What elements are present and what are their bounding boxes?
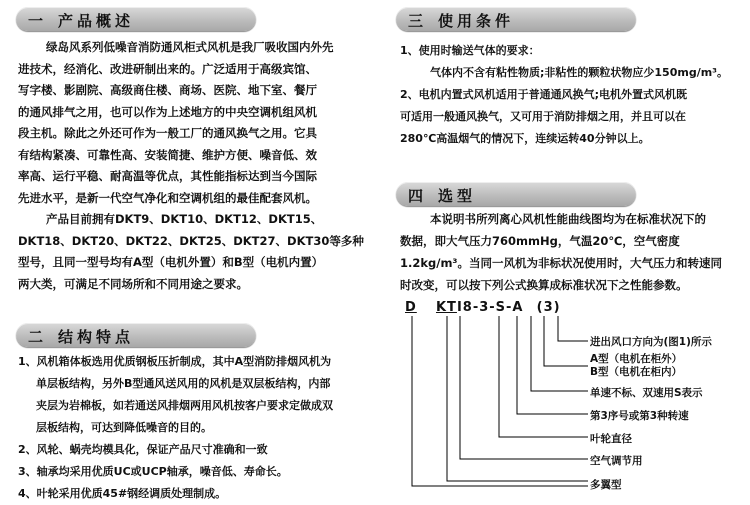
text-line: 1、使用时输送气体的要求： bbox=[400, 44, 540, 57]
model-code-d: D bbox=[405, 300, 417, 315]
text-line: 4、叶轮采用优质45#钢经调质处理制成。 bbox=[18, 487, 227, 500]
section-number: 二 bbox=[28, 328, 46, 346]
legend-label: 第3序号或第3种转速 bbox=[590, 410, 689, 422]
text-line: 两大类，可满足不同场所和不同用途之要求。 bbox=[18, 276, 248, 291]
text-line: 率高、运行平稳、耐高温等优点，其性能指标达到当今国际 bbox=[18, 169, 317, 183]
text-line: 3、轴承均采用优质UC或UCP轴承，噪音低、寿命长。 bbox=[18, 465, 288, 478]
text-line: 280℃高温烟气的情况下，连续运转40分钟以上。 bbox=[400, 132, 650, 145]
text-line: 产品目前拥有DKT9、DKT10、DKT12、DKT15、 bbox=[46, 212, 323, 226]
text-line: 型号，且同一型号均有A型（电机外置）和B型（电机内置） bbox=[18, 255, 324, 269]
model-code-rest: I8-3-S-A bbox=[456, 300, 524, 315]
text-line: 1、风机箱体板选用优质钢板压折制成，其中A型消防排烟风机为 bbox=[18, 355, 332, 368]
legend-label: B型（电机在柜内） bbox=[590, 366, 683, 378]
section-number: 四 bbox=[408, 187, 426, 205]
text-line: 数据，即大气压力760mmHg，气温20℃，空气密度 bbox=[400, 234, 680, 248]
section-number: 三 bbox=[408, 12, 426, 30]
section-number: 一 bbox=[28, 12, 46, 30]
legend-label: 多翼型 bbox=[590, 479, 622, 491]
section-title: 产品概述 bbox=[58, 12, 135, 30]
model-code-suffix: (3) bbox=[536, 300, 561, 315]
legend-label: A型（电机在柜外） bbox=[590, 353, 683, 365]
section-title: 使用条件 bbox=[438, 12, 515, 30]
text-line: 单层板结构，另外B型通风送风用的风机是双层板结构，内部 bbox=[36, 377, 331, 390]
text-line: 先进水平，是新一代空气净化和空调机组的最佳配套风机。 bbox=[18, 190, 317, 205]
text-line: 气体内不含有粘性物质;非粘性的颗粒状物应少150mg/m³。 bbox=[430, 66, 728, 79]
text-line: 层板结构，可达到降低噪音的目的。 bbox=[36, 421, 212, 434]
text-line: 进技术，经消化、改进研制出来的。广泛适用于高级宾馆、 bbox=[18, 61, 317, 76]
legend-label: 单速不标、双速用S表示 bbox=[590, 387, 703, 399]
legend-label: 空气调节用 bbox=[590, 455, 643, 467]
text-line: 有结构紧凑、可靠性高、安装简捷、维护方便、噪音低、效 bbox=[18, 147, 317, 162]
model-code-kt: KT bbox=[435, 300, 457, 315]
text-line: 绿岛风系列低噪音消防通风柜式风机是我厂吸收国内外先 bbox=[46, 40, 334, 54]
text-line: 时改变，可以按下列公式换算成标准状况下之性能参数。 bbox=[400, 278, 688, 292]
text-line: DKT18、DKT20、DKT22、DKT25、DKT27、DKT30等多种 bbox=[18, 233, 364, 248]
legend-label: 进出风口方向为(图1)所示 bbox=[590, 336, 712, 348]
text-line: 段主机。除此之外还可作为一般工厂的通风换气之用。它具 bbox=[18, 126, 317, 140]
section-title: 结构特点 bbox=[58, 328, 135, 346]
text-line: 的通风排气之用，也可以作为上述地方的中央空调机组风机 bbox=[18, 104, 317, 119]
section-title: 选型 bbox=[438, 187, 477, 205]
legend-label: 叶轮直径 bbox=[590, 433, 632, 445]
text-line: 本说明书所列离心风机性能曲线图均为在标准状况下的 bbox=[430, 212, 706, 226]
text-line: 可适用一般通风换气，又可用于消防排烟之用，并且可以在 bbox=[400, 110, 686, 123]
text-line: 写字楼、影剧院、高级商住楼、商场、医院、地下室、餐厅 bbox=[18, 83, 317, 97]
text-line: 1.2kg/m³。当同一风机为非标状况使用时，大气压力和转速同 bbox=[400, 256, 722, 270]
text-line: 2、风轮、蜗壳均模具化，保证产品尺寸准确和一致 bbox=[18, 443, 268, 456]
text-line: 夹层为岩棉板，如若通送风排烟两用风机按客户要求定做成双 bbox=[36, 399, 333, 412]
text-line: 2、电机内置式风机适用于普通通风换气;电机外置式风机既 bbox=[400, 88, 688, 101]
